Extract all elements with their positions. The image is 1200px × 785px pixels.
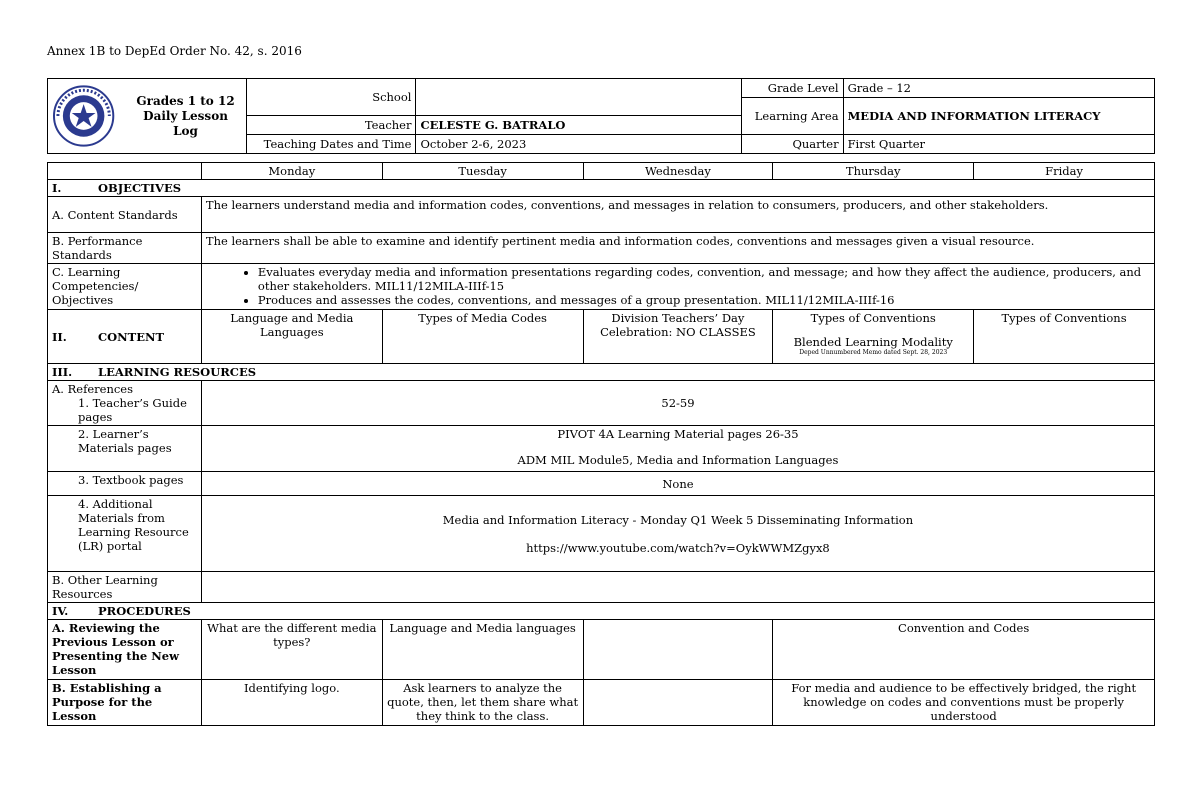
content-num: II. <box>52 329 67 344</box>
header-table <box>47 78 1155 154</box>
day-thursday: Thursday <box>773 163 974 180</box>
grade-level-value[interactable]: Grade – 12 <box>843 79 1154 98</box>
additional-materials-title: Media and Information Literacy - Monday Q1 Week 5 Disseminating Information <box>442 512 914 527</box>
learning-area-value[interactable]: MEDIA AND INFORMATION LITERACY <box>843 98 1154 135</box>
textbook-label: 3. Textbook pages <box>48 472 202 496</box>
performance-standards-value: The learners shall be able to examine and identify pertinent media and information codes, conventions and messages given a visual resource. <box>201 233 1154 264</box>
purpose-thursday-friday: For media and audience to be effectively bridged, the right knowledge on codes and conventions must be properly understood <box>773 680 1155 726</box>
reviewing-lesson-label: A. Reviewing the Previous Lesson or Presenting the New Lesson <box>48 620 202 680</box>
reviewing-tuesday: Language and Media languages <box>382 620 583 680</box>
objectives-num: I. <box>52 181 62 195</box>
day-wednesday: Wednesday <box>583 163 773 180</box>
reviewing-thursday-friday: Convention and Codes <box>773 620 1155 680</box>
teacher-value[interactable]: CELESTE G. BATRALO <box>416 116 741 135</box>
school-value[interactable] <box>416 79 741 116</box>
content-thursday-note: Deped Unnumbered Memo dated Sept. 28, 2023 <box>799 349 948 356</box>
content-tuesday: Types of Media Codes <box>382 310 583 364</box>
resources-num: III. <box>52 365 73 379</box>
competencies-list <box>206 265 1150 307</box>
learners-materials-value-1: PIVOT 4A Learning Material pages 26-35 <box>557 427 799 441</box>
resources-heading-row <box>48 364 1155 381</box>
reviewing-wednesday <box>583 620 773 680</box>
content-monday: Language and Media Languages <box>201 310 382 364</box>
quarter-label: Quarter <box>741 135 843 154</box>
content-thursday: Types of Conventions <box>810 311 936 325</box>
procedures-heading-row <box>48 603 1155 620</box>
content-wednesday: Division Teachers’ Day Celebration: NO CLASSES <box>583 310 773 364</box>
resources-heading: LEARNING RESOURCES <box>98 365 257 379</box>
day-monday: Monday <box>201 163 382 180</box>
learning-area-label: Learning Area <box>741 98 843 135</box>
content-row <box>48 310 1155 364</box>
other-resources-label: B. Other Learning Resources <box>48 572 202 603</box>
other-resources-value <box>201 572 1154 603</box>
school-label: School <box>246 79 416 116</box>
textbook-value: None <box>201 472 1154 496</box>
competencies-label: C. Learning Competencies/ Objectives <box>48 264 202 310</box>
references-label: A. References <box>52 382 133 396</box>
additional-materials-label: 4. Additional Materials from Learning Resource (LR) portal <box>48 496 202 572</box>
competency-item: • Produces and assesses the codes, conventions, and messages of a group presentation. MIL11/12MILA-IIIf-16 <box>258 293 1150 307</box>
quarter-value[interactable]: First Quarter <box>843 135 1154 154</box>
content-thursday-mode: Blended Learning Modality <box>793 335 953 349</box>
performance-standards-label: B. Performance Standards <box>48 233 202 264</box>
learners-materials-label: 2. Learner’s Materials pages <box>48 426 202 472</box>
reviewing-monday: What are the different media types? <box>201 620 382 680</box>
teachers-guide-label: 1. Teacher’s Guide pages <box>78 396 187 424</box>
competency-item: • Evaluates everyday media and information presentations regarding codes, convention, and message; and how they affect the audience, producers, and other stakeholders. MIL11/12MILA-IIIf-15 <box>258 265 1150 293</box>
content-heading: CONTENT <box>98 329 165 344</box>
establishing-purpose-label: B. Establishing a Purpose for the Lesson <box>48 680 202 726</box>
day-friday: Friday <box>974 163 1155 180</box>
objectives-heading-row <box>48 180 1155 197</box>
teacher-label: Teacher <box>246 116 416 135</box>
teachers-guide-value: 52-59 <box>201 381 1154 426</box>
dates-label: Teaching Dates and Time <box>246 135 416 154</box>
days-header-row <box>48 163 1155 180</box>
content-standards-value: The learners understand media and information codes, conventions, and messages in relation to consumers, producers, and other stakeholders. <box>201 197 1154 233</box>
logo-title-cell <box>48 79 247 154</box>
annex-reference: Annex 1B to DepEd Order No. 42, s. 2016 <box>47 44 302 58</box>
dates-value[interactable]: October 2-6, 2023 <box>416 135 741 154</box>
form-title-line1: Grades 1 to 12 <box>136 93 235 108</box>
grade-level-label: Grade Level <box>741 79 843 98</box>
additional-materials-link[interactable]: https://www.youtube.com/watch?v=OykWWMZgyx8 <box>526 540 830 555</box>
objectives-heading: OBJECTIVES <box>98 181 182 195</box>
day-tuesday: Tuesday <box>382 163 583 180</box>
purpose-tuesday: Ask learners to analyze the quote, then, let them share what they think to the class. <box>382 680 583 726</box>
purpose-monday: Identifying logo. <box>201 680 382 726</box>
procedures-num: IV. <box>52 604 69 618</box>
purpose-wednesday <box>583 680 773 726</box>
learners-materials-value-2: ADM MIL Module5, Media and Information Languages <box>517 453 839 467</box>
content-standards-label: A. Content Standards <box>48 197 202 233</box>
form-title-line2: Daily Lesson Log <box>143 108 228 138</box>
deped-seal-icon <box>52 84 115 148</box>
content-friday: Types of Conventions <box>974 310 1155 364</box>
lesson-log-table <box>47 162 1155 726</box>
procedures-heading: PROCEDURES <box>98 604 191 618</box>
